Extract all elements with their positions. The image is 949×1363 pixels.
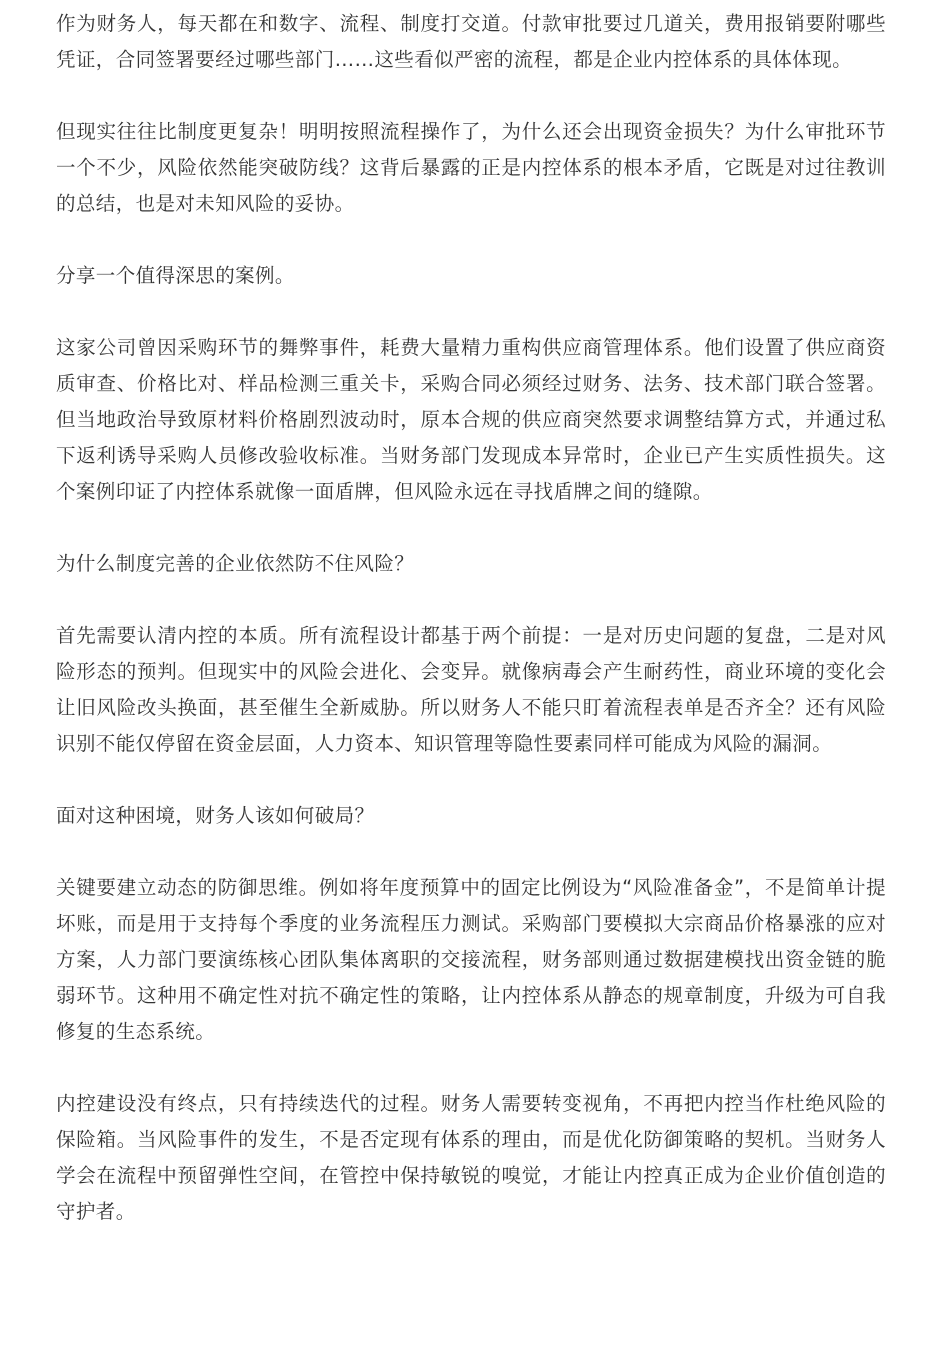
paragraph-question-why: 为什么制度完善的企业依然防不住风险？ — [56, 552, 415, 575]
paragraph-case-story: 这家公司曾因采购环节的舞弊事件，耗费大量精力重构供应商管理体系。他们设置了供应商资质审查、价格比对、样品检测三重关卡，采购合同必须经过财务、法务、技术部门联合签署。但当地政治导致原材料价格剧烈波动时，原本合规的供应商突然要求调整结算方式，并通过私下返利诱导采购人员修改验收标准。当财务部门发现成本异常时，企业已产生实质性损失。这个案例印证了内控体系就像一面盾牌，但风险永远在寻找盾牌之间的缝隙。 — [56, 336, 886, 503]
paragraph-reality: 但现实往往比制度更复杂！明明按照流程操作了，为什么还会出现资金损失？为什么审批环节一个不少，风险依然能突破防线？这背后暴露的正是内控体系的根本矛盾，它既是对过往教训的总结，也是对未知风险的妥协。 — [56, 120, 886, 215]
article-body — [56, 6, 886, 1230]
paragraph-case-lead: 分享一个值得深思的案例。 — [56, 264, 295, 287]
paragraph-dynamic-defense: 关键要建立动态的防御思维。例如将年度预算中的固定比例设为“风险准备金”，不是简单计提坏账，而是用于支持每个季度的业务流程压力测试。采购部门要模拟大宗商品价格暴涨的应对方案，人力部门要演练核心团队集体离职的交接流程，财务部则通过数据建模找出资金链的脆弱环节。这种用不确定性对抗不确定性的策略，让内控体系从静态的规章制度，升级为可自我修复的生态系统。 — [56, 876, 886, 1043]
paragraph-essence: 首先需要认清内控的本质。所有流程设计都基于两个前提：一是对历史问题的复盘，二是对风险形态的预判。但现实中的风险会进化、会变异。就像病毒会产生耐药性，商业环境的变化会让旧风险改头换面，甚至催生全新威胁。所以财务人不能只盯着流程表单是否齐全？还有风险识别不能仅停留在资金层面，人力资本、知识管理等隐性要素同样可能成为风险的漏洞。 — [56, 624, 886, 755]
paragraph-question-how: 面对这种困境，财务人该如何破局？ — [56, 804, 375, 827]
paragraph-intro: 作为财务人，每天都在和数字、流程、制度打交道。付款审批要过几道关，费用报销要附哪些凭证，合同签署要经过哪些部门……这些看似严密的流程，都是企业内控体系的具体体现。 — [56, 12, 886, 71]
paragraph-conclusion: 内控建设没有终点，只有持续迭代的过程。财务人需要转变视角，不再把内控当作杜绝风险的保险箱。当风险事件的发生，不是否定现有体系的理由，而是优化防御策略的契机。当财务人学会在流程中预留弹性空间，在管控中保持敏锐的嗅觉，才能让内控真正成为企业价值创造的守护者。 — [56, 1092, 886, 1223]
